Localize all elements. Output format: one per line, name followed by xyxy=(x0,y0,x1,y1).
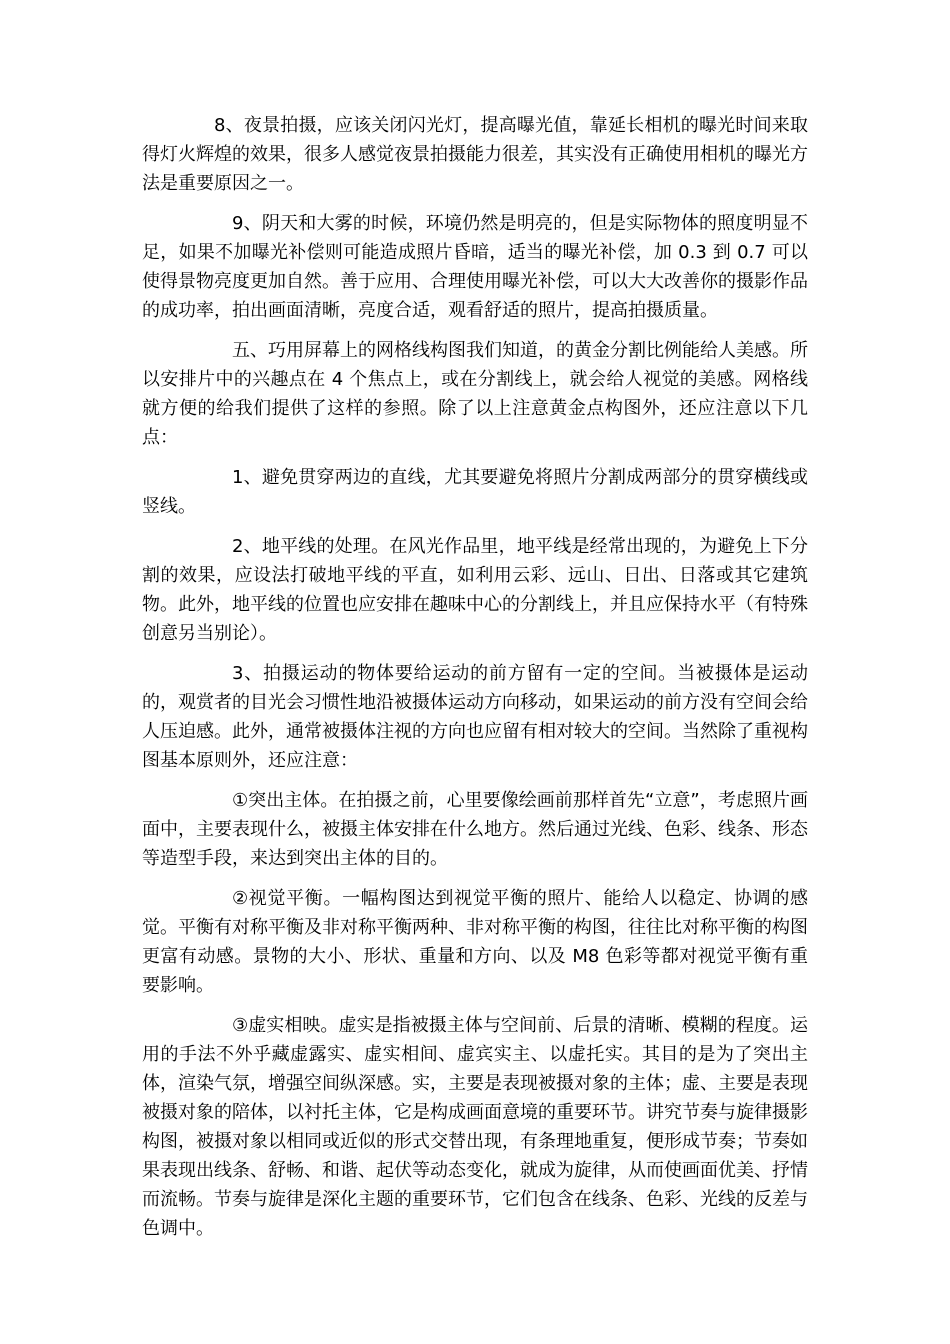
paragraph-exposure-compensation: 9、阴天和大雾的时候，环境仍然是明亮的，但是实际物体的照度明显不足，如果不加曝光补偿则可能造成照片昏暗，适当的曝光补偿，加 0.3 到 0.7 可以使得景物亮度更加自然。善于应用、合理使用曝光补偿，可以大大改善你的摄影作品的成功率，拍出画面清晰，亮度合适，观看舒适的照片，提高拍摄质量。 xyxy=(142,213,808,321)
paragraph-avoid-lines: 1、避免贯穿两边的直线，尤其要避免将照片分割成两部分的贯穿横线或竖线。 xyxy=(142,467,808,517)
paragraph-horizon: 2、地平线的处理。在风光作品里，地平线是经常出现的，为避免上下分割的效果，应设法打破地平线的平直，如利用云彩、远山、日出、日落或其它建筑物。此外，地平线的位置也应安排在趣味中心的分割线上，并且应保持水平（有特殊创意另当别论）。 xyxy=(142,536,808,644)
paragraph-night-scene: 8、夜景拍摄，应该关闭闪光灯，提高曝光值，靠延长相机的曝光时间来取得灯火辉煌的效果，很多人感觉夜景拍摄能力很差，其实没有正确使用相机的曝光方法是重要原因之一。 xyxy=(142,115,808,194)
paragraph-virtual-real: ③虚实相映。虚实是指被摄主体与空间前、后景的清晰、模糊的程度。运用的手法不外乎藏虚露实、虚实相间、虚宾实主、以虚托实。其目的是为了突出主体，渲染气氛，增强空间纵深感。实，主要是表现被摄对象的主体；虚、主要是表现被摄对象的陪体，以衬托主体，它是构成画面意境的重要环节。讲究节奏与旋律摄影构图，被摄对象以相同或近似的形式交替出现，有条理地重复，便形成节奏；节奏如果表现出线条、舒畅、和谐、起伏等动态变化，就成为旋律，从而使画面优美、抒情而流畅。节奏与旋律是深化主题的重要环节，它们包含在线条、色彩、光线的反差与色调中。 xyxy=(142,1015,808,1239)
paragraph-highlight-subject: ①突出主体。在拍摄之前，心里要像绘画前那样首先“立意”，考虑照片画面中，主要表现什么，被摄主体安排在什么地方。然后通过光线、色彩、线条、形态等造型手段，来达到突出主体的目的。 xyxy=(142,790,808,869)
paragraph-moving-objects: 3、拍摄运动的物体要给运动的前方留有一定的空间。当被摄体是运动的，观赏者的目光会习惯性地沿被摄体运动方向移动，如果运动的前方没有空间会给人压迫感。此外，通常被摄体注视的方向也应留有相对较大的空间。当然除了重视构图基本原则外，还应注意： xyxy=(142,663,808,771)
paragraph-grid-composition: 五、巧用屏幕上的网格线构图我们知道，的黄金分割比例能给人美感。所以安排片中的兴趣点在 4 个焦点上，或在分割线上，就会给人视觉的美感。网格线就方便的给我们提供了这样的参照。除了以上注意黄金点构图外，还应注意以下几点： xyxy=(142,340,808,448)
document-body xyxy=(142,111,808,1254)
paragraph-visual-balance: ②视觉平衡。一幅构图达到视觉平衡的照片、能给人以稳定、协调的感觉。平衡有对称平衡及非对称平衡两种、非对称平衡的构图，往往比对称平衡的构图更富有动感。景物的大小、形状、重量和方向、以及 M8 色彩等都对视觉平衡有重要影响。 xyxy=(142,888,808,996)
